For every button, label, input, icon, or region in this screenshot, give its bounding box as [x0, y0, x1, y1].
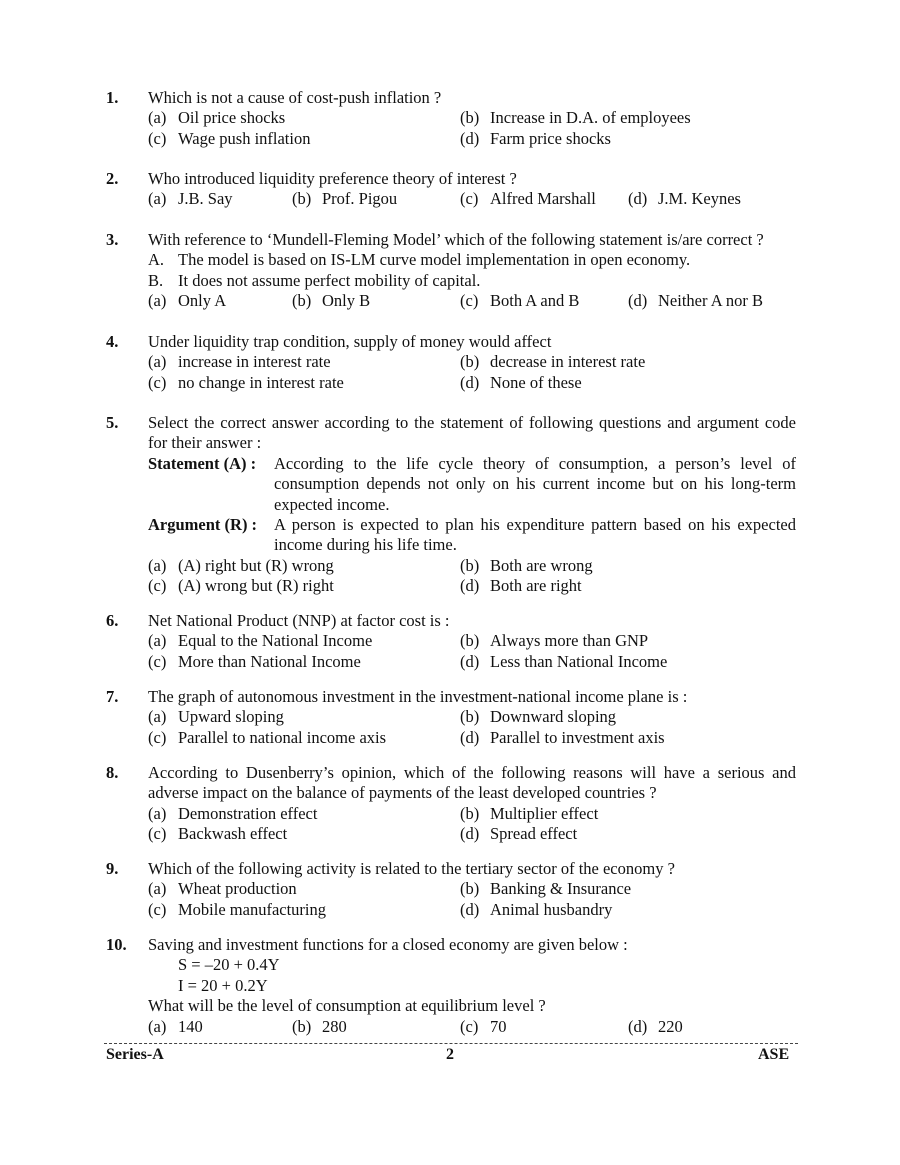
question-number: 5. [106, 413, 119, 432]
question-10 [106, 935, 796, 1037]
footer-divider [104, 1043, 798, 1044]
option-c: (c) (A) wrong but (R) right [148, 576, 334, 596]
question-number: 1. [106, 88, 119, 107]
option-d: (d) 220 [628, 1016, 683, 1036]
option-b: (b) decrease in interest rate [460, 352, 646, 372]
option-d: (d) Parallel to investment axis [460, 727, 665, 747]
question-text: The graph of autonomous investment in the investment-national income plane is : [148, 687, 688, 706]
investment-equation: I = 20 + 0.2Y [178, 975, 268, 995]
option-d: (d) Neither A nor B [628, 291, 763, 311]
option-a: (a) Demonstration effect [148, 803, 318, 823]
option-a: (a) Only A [148, 291, 227, 311]
question-text: Which is not a cause of cost-push inflation ? [148, 88, 442, 107]
option-b: (b) Always more than GNP [460, 631, 649, 651]
question-4 [106, 332, 796, 393]
option-c: (c) Alfred Marshall [460, 189, 596, 209]
question-text: Net National Product (NNP) at factor cost is : [148, 611, 450, 630]
option-b: (b) Prof. Pigou [292, 189, 398, 209]
followup-question: What will be the level of consumption at equilibrium level ? [148, 996, 546, 1016]
question-3 [106, 230, 796, 312]
option-b: (b) Increase in D.A. of employees [460, 108, 691, 128]
option-d: (d) Less than National Income [460, 651, 668, 671]
option-c: (c) Backwash effect [148, 824, 288, 844]
option-c: (c) 70 [460, 1016, 507, 1036]
question-number: 4. [106, 332, 119, 351]
question-number: 6. [106, 611, 119, 630]
question-5 [106, 413, 796, 597]
question-text: Saving and investment functions for a closed economy are given below : [148, 935, 628, 954]
option-b: (b) Multiplier effect [460, 803, 599, 823]
option-b: (b) Banking & Insurance [460, 879, 632, 899]
option-b: (b) Downward sloping [460, 707, 617, 727]
question-number: 9. [106, 859, 119, 878]
option-b: (b) Both are wrong [460, 555, 593, 575]
argument-r-block [148, 515, 796, 556]
question-1 [106, 88, 796, 149]
question-6 [106, 611, 796, 672]
statement-tag: Statement (A) : [148, 453, 257, 473]
question-7 [106, 687, 796, 748]
option-a: (a) 140 [148, 1016, 203, 1036]
statement-b: B. It does not assume perfect mobility of capital. [148, 270, 481, 290]
question-text: According to Dusenberry’s opinion, which of the following reasons will have a serious and adverse impact on the balance of payments of the least developed countries ? [148, 763, 796, 803]
option-c: (c) Wage push inflation [148, 128, 311, 148]
option-c: (c) Parallel to national income axis [148, 727, 387, 747]
question-number: 2. [106, 169, 119, 188]
option-a: (a) (A) right but (R) wrong [148, 555, 334, 575]
question-9 [106, 859, 796, 920]
question-8 [106, 763, 796, 845]
option-d: (d) Farm price shocks [460, 128, 611, 148]
option-b: (b) 280 [292, 1016, 347, 1036]
question-text: Which of the following activity is related to the tertiary sector of the economy ? [148, 859, 675, 878]
option-a: (a) Oil price shocks [148, 108, 286, 128]
option-a: (a) Upward sloping [148, 707, 284, 727]
option-d: (d) Both are right [460, 576, 582, 596]
question-number: 7. [106, 687, 119, 706]
series-label: Series-A [106, 1046, 164, 1063]
option-d: (d) J.M. Keynes [628, 189, 741, 209]
question-text: With reference to ‘Mundell-Fleming Model’ which of the following statement is/are correct ? [148, 230, 764, 249]
argument-text: A person is expected to plan his expenditure pattern based on his expected income during his life time. [274, 515, 796, 555]
option-a: (a) J.B. Say [148, 189, 233, 209]
question-text: Under liquidity trap condition, supply of money would affect [148, 332, 552, 351]
question-text: Who introduced liquidity preference theory of interest ? [148, 169, 517, 188]
option-c: (c) no change in interest rate [148, 372, 344, 392]
option-c: (c) Mobile manufacturing [148, 899, 327, 919]
page-number: 2 [446, 1046, 454, 1063]
option-c: (c) Both A and B [460, 291, 580, 311]
statement-a-block [148, 454, 796, 515]
question-number: 8. [106, 763, 119, 782]
option-d: (d) Animal husbandry [460, 899, 613, 919]
option-b: (b) Only B [292, 291, 371, 311]
question-number: 3. [106, 230, 119, 249]
statement-text: According to the life cycle theory of consumption, a person’s level of consumption depends not only on his current income but on his long-term expected income. [274, 453, 796, 514]
option-a: (a) Wheat production [148, 879, 297, 899]
question-text: Select the correct answer according to the statement of following questions and argument code for their answer : [148, 413, 796, 453]
option-d: (d) Spread effect [460, 824, 578, 844]
option-a: (a) increase in interest rate [148, 352, 331, 372]
option-d: (d) None of these [460, 372, 582, 392]
question-2 [106, 169, 796, 210]
saving-equation: S = –20 + 0.4Y [178, 955, 280, 975]
statement-a: A. The model is based on IS-LM curve model implementation in open economy. [148, 250, 691, 270]
paper-code: ASE [758, 1046, 790, 1063]
option-a: (a) Equal to the National Income [148, 631, 373, 651]
question-number: 10. [106, 935, 127, 954]
argument-tag: Argument (R) : [148, 515, 258, 535]
option-c: (c) More than National Income [148, 651, 361, 671]
